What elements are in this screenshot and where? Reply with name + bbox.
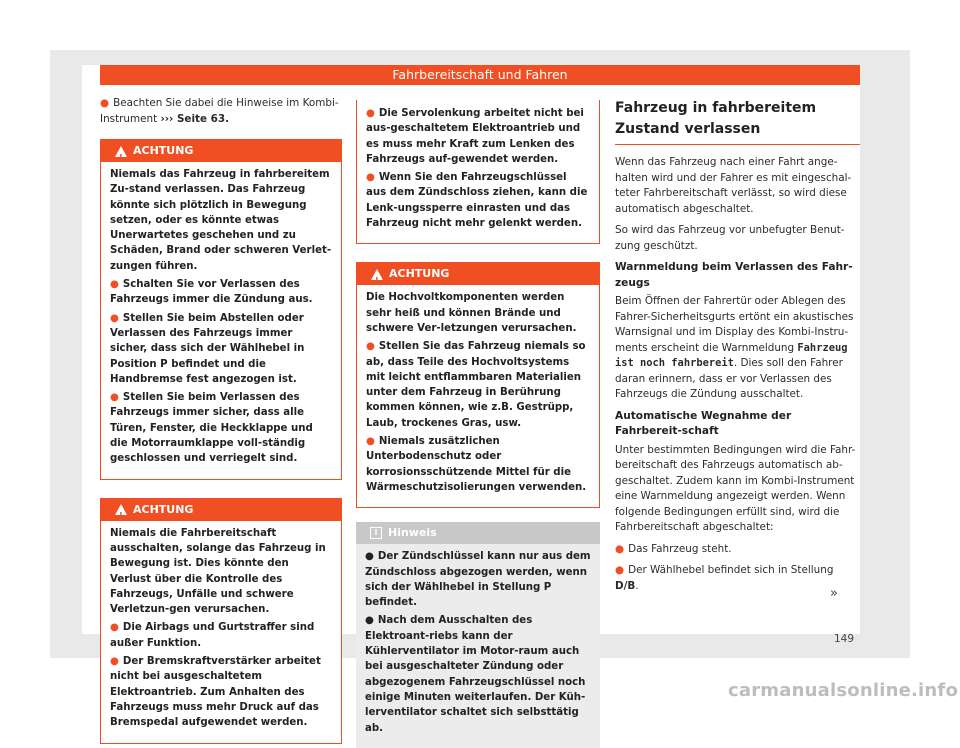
- info-icon: i: [370, 527, 382, 539]
- subheading: Automatische Wegnahme der Fahrbereit-schaft: [615, 409, 792, 437]
- list-item: ● Das Fahrzeug steht.: [615, 542, 732, 555]
- warning-text: Niemals das Fahrzeug in fahrbereitem Zu-stand verlassen. Das Fahrzeug könnte sich plötzlich in Bewegung setzen, oder es könnte etwas Unerwartetes geschehen und zu Schäden, Brand oder schweren Verlet-zungen führen.: [110, 169, 332, 272]
- bullet-icon: ●: [615, 564, 625, 576]
- subheading: Warnmeldung beim Verlassen des Fahr-zeugs: [615, 261, 853, 289]
- bullet-icon: ●: [110, 392, 119, 404]
- warning-bullet: ● Die Airbags und Gurtstraffer sind außer Funktion.: [110, 622, 315, 649]
- bullet-icon: ●: [110, 279, 119, 291]
- display-message: Fahrzeug ist noch fahrbereit: [615, 341, 848, 369]
- bullet-icon: ●: [615, 542, 625, 555]
- section-title: Fahrzeug in fahrbereitem Zustand verlassen: [615, 98, 860, 145]
- bullet-icon: ●: [366, 436, 375, 448]
- bullet-icon: ●: [110, 622, 119, 634]
- warning-text: Die Hochvoltkomponenten werden sehr heiß und können Brände und schwere Ver-letzungen verursachen.: [366, 292, 577, 334]
- continue-arrow-icon: »: [830, 586, 838, 601]
- page-reference-link[interactable]: ››› Seite 63.: [160, 112, 230, 125]
- warning-box-continued: [356, 100, 600, 244]
- bullet-icon: ●: [110, 312, 119, 324]
- warning-text: Niemals die Fahrbereitschaft ausschalten, solange das Fahrzeug in Bewegung ist. Dies könnte den Verlust über die Kontrolle des Fahrzeugs, Unfälle und schwere Verletzun-gen verursachen.: [110, 527, 326, 616]
- warning-triangle-icon: [371, 269, 383, 280]
- list-item: ● Der Wählhebel befindet sich in Stellung D/B.: [615, 564, 834, 592]
- bullet-icon: ●: [366, 172, 375, 184]
- paragraph: Wenn das Fahrzeug nach einer Fahrt ange-halten wird und der Fahrer es mit eingeschal-teter Fahrbereitschaft verlässt, so wird diese automatisch abgeschaltet.: [615, 156, 852, 215]
- intro-paragraph: ● Beachten Sie dabei die Hinweise im Kombi-Instrument ››› Seite 63.: [100, 97, 339, 125]
- warning-bullet: ● Der Bremskraftverstärker arbeitet nicht bei ausgeschaltetem Elektroantrieb. Zum Anhalten des Fahrzeugs muss mehr Druck auf das Bremspedal aufgewendet werden.: [110, 656, 321, 729]
- watermark: carmanualsonline.info: [728, 680, 959, 701]
- warning-box-1: [100, 139, 342, 480]
- warning-bullet: ● Stellen Sie das Fahrzeug niemals so ab, dass Teile des Hochvoltsystems mit leicht entflammbaren Materialien unter dem Fahrzeug in Berührung kommen können, wie z.B. Gestrüpp, Laub, trockenes Gras, usw.: [366, 341, 586, 429]
- page-number: 149: [834, 633, 855, 645]
- column-right: [615, 96, 860, 600]
- hint-header: i Hinweis: [356, 522, 600, 544]
- warning-bullet: ● Die Servolenkung arbeitet nicht bei aus-geschaltetem Elektroantrieb und es muss mehr Kraft zum Lenken des Fahrzeugs auf-gewendet werden.: [366, 108, 584, 165]
- bullet-icon: ●: [110, 656, 119, 668]
- warning-triangle-icon: [115, 146, 127, 157]
- warning-header: ! ACHTUNG: [357, 263, 599, 285]
- column-middle: [356, 100, 600, 748]
- bullet-icon: ●: [366, 341, 375, 353]
- warning-box-3: [356, 262, 600, 508]
- warning-box-2: [100, 498, 342, 744]
- bullet-icon: ●: [366, 108, 375, 119]
- chapter-header: Fahrbereitschaft und Fahren: [100, 65, 860, 85]
- paragraph: So wird das Fahrzeug vor unbefugter Benut-zung geschützt.: [615, 224, 845, 252]
- warning-bullet: ● Wenn Sie den Fahrzeugschlüssel aus dem Zündschloss ziehen, kann die Lenk-ungssperre einrasten und das Fahrzeug nicht mehr gelenkt werden.: [366, 172, 588, 230]
- warning-bullet: ● Schalten Sie vor Verlassen des Fahrzeugs immer die Zündung aus.: [110, 279, 313, 306]
- column-left: [100, 96, 342, 744]
- hint-bullet: ● Der Zündschlüssel kann nur aus dem Zündschloss abgezogen werden, wenn sich der Wählhebel in Stellung P befindet.: [365, 551, 591, 609]
- warning-bullet: ● Stellen Sie beim Abstellen oder Verlassen des Fahrzeugs immer sicher, dass sich der Wählhebel in Position P befindet und die Handbremse fest angezogen ist.: [110, 312, 305, 385]
- warning-header: ! ACHTUNG: [101, 140, 341, 162]
- warning-triangle-icon: [115, 504, 127, 515]
- warning-bullet: ● Niemals zusätzlichen Unterbodenschutz oder korrosionsschützende Mittel für die Wärmeschutzisolierungen verwenden.: [366, 436, 587, 493]
- warning-bullet: ● Stellen Sie beim Verlassen des Fahrzeugs immer sicher, dass alle Türen, Fenster, die Heckklappe und die Motorraumklappe voll-ständig geschlossen und verriegelt sind.: [110, 392, 313, 465]
- paragraph: Beim Öffnen der Fahrertür oder Ablegen des Fahrer-Sicherheitsgurts ertönt ein akustisches Warnsignal und im Display des Kombi-Instru-ments erscheint die Warnmeldung Fahrzeug ist noch fahrbereit. Dies soll den Fahrer daran erinnern, dass er vor Verlassen des Fahrzeugs die Zündung ausschaltet.: [615, 295, 854, 400]
- warning-header: ! ACHTUNG: [101, 499, 341, 521]
- paragraph: Unter bestimmten Bedingungen wird die Fahr-bereitschaft des Fahrzeugs automatisch ab-geschaltet. Zudem kann im Kombi-Instrument eine Warnmeldung angezeigt werden. Wenn folgende Bedingungen erfüllt sind, wird die Fahrbereitschaft abgeschaltet:: [615, 443, 856, 533]
- hint-box: [356, 522, 600, 748]
- hint-bullet: ● Nach dem Ausschalten des Elektroant-riebs kann der Kühlerventilator im Motor-raum auch bei ausgeschalteter Zündung oder abgezogenem Fahrzeugschlüssel noch einige Minuten weiterlaufen. Der Küh-lerventilator schaltet sich selbsttätig ab.: [365, 615, 586, 734]
- bullet-icon: ●: [100, 97, 110, 109]
